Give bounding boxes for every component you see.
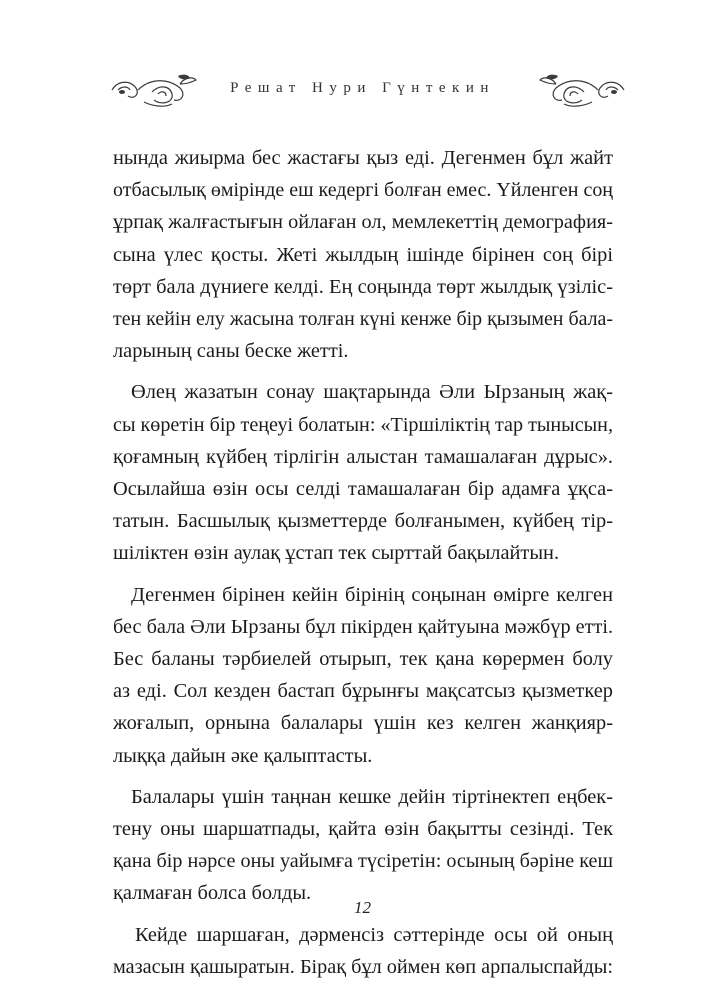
paragraph [113, 142, 613, 367]
page-body-text [113, 142, 613, 992]
text-line: ұрпақ жалғастығын ойлаған ол, мемлекеттің демография- [113, 211, 613, 234]
text-line: шіліктен өзін аулақ ұстап тек сырттай бақылайтын. [113, 542, 560, 565]
text-line: төрт бала дүниеге келді. Ең соңында төрт жылдық үзіліс- [113, 275, 613, 298]
text-line: қана бір нәрсе оны уайымға түсіретін: осының бәріне кеш [113, 850, 613, 873]
paragraph [113, 579, 613, 772]
page-header [0, 62, 725, 118]
page-number: 12 [354, 898, 371, 917]
text-line: жоғалып, орнына балалары үшін кез келген жанқияр- [113, 712, 613, 735]
text-line: тен кейін елу жасына толған күні кенже бір қызымен бала- [113, 308, 613, 331]
paragraph [113, 919, 613, 983]
text-line: ларының саны беске жетті. [113, 340, 349, 363]
text-line: мазасын қашыратын. Бірақ бұл оймен көп арпалыспайды: [113, 955, 613, 978]
text-line: нында жиырма бес жастағы қыз еді. Дегенмен бұл жайт [113, 147, 613, 169]
text-line: Дегенмен бірінен кейін бірінің соңынан өмірге келген [131, 583, 613, 606]
text-line: Бес баланы тәрбиелей отырып, тек қана көрермен болу [113, 648, 613, 671]
text-line: Балалары үшін таңнан кешке дейін тіртінектеп еңбек- [131, 785, 613, 808]
right-floral-ornament-icon [538, 72, 628, 110]
text-line: отбасылық өмірінде еш кедергі болған емес. Үйленген соң [113, 179, 613, 202]
text-line: тену оны шаршатпады, қайта өзін бақытты сезінді. Тек [113, 818, 613, 841]
paragraph [113, 376, 613, 569]
text-line: Өлең жазатын сонау шақтарында Әли Ырзаның жақ- [131, 381, 613, 404]
text-line: қоғамның күйбең тірлігін алыстан тамашалаған дұрыс». [113, 445, 613, 468]
text-line: қалмаған болса болды. [113, 882, 312, 905]
running-head-author: Решат Нури Гүнтекин [230, 80, 495, 96]
text-line: бес бала Әли Ырзаны бұл пікірден қайтуына мәжбүр етті. [113, 615, 613, 638]
paragraph [113, 781, 613, 910]
text-line: сына үлес қосты. Жеті жылдың ішінде бірінен соң бірі [113, 243, 613, 266]
text-line: татын. Басшылық қызметтерде болғанымен, күйбең тір- [113, 510, 613, 533]
text-line: аз еді. Сол кезден бастап бұрынғы мақсатсыз қызметкер [113, 680, 613, 703]
text-line: Кейде шаршаған, дәрменсіз сәттерінде осы ой оның [135, 923, 613, 946]
text-line: Осылайша өзін осы селді тамашалаған бір адамға ұқса- [113, 478, 613, 501]
text-line: сы көретін бір теңеуі болатын: «Тіршіліктің тар тынысын, [113, 413, 613, 436]
text-line: лыққа дайын әке қалыптасты. [113, 744, 373, 767]
